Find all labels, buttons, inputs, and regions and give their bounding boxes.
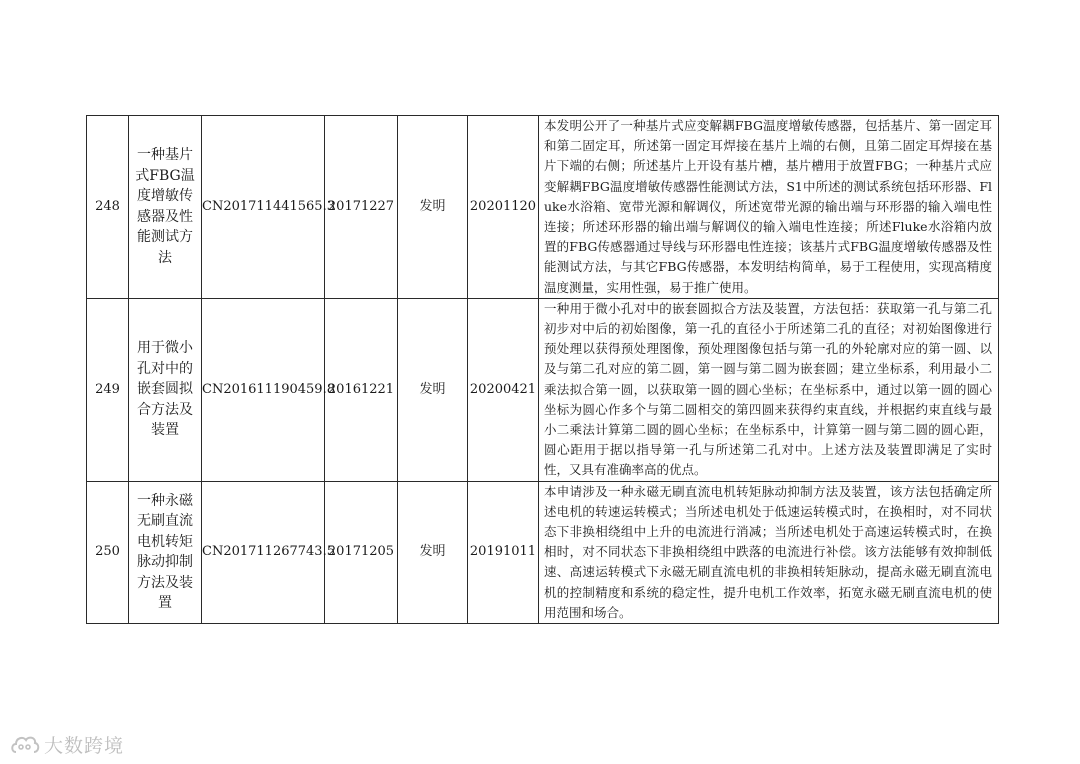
table-row <box>87 116 999 299</box>
application-date: 20171205 <box>325 481 398 623</box>
table-row <box>87 481 999 623</box>
watermark-text: 大数跨境 <box>44 734 125 757</box>
cloud-brand-logo-icon <box>10 732 40 756</box>
patent-table <box>86 115 999 624</box>
grant-date: 20191011 <box>468 481 539 623</box>
patent-abstract: 本发明公开了一种基片式应变解耦FBG温度增敏传感器，包括基片、第一固定耳和第二固定耳，所述第一固定耳焊接在基片上端的右侧，且第二固定耳焊接在基片下端的右侧；所述基片上开设有基片槽，基片槽用于放置FBG；一种基片式应变解耦FBG温度增敏传感器性能测试方法，S1中所述的测试系统包括环形器、Fluke水浴箱、宽带光源和解调仪，所述宽带光源的输出端与环形器的输入端电性连接；所述环形器的输出端与解调仪的输入端电性连接；所述Fluke水浴箱内放置的FBG传感器通过导线与环形器电性连接；该基片式FBG温度增敏传感器及性能测试方法，与其它FBG传感器，本发明结构简单，易于工程使用，实现高精度温度测量，实用性强，易于推广使用。 <box>539 116 999 299</box>
application-date: 20161221 <box>325 298 398 481</box>
application-number: CN201711441565.3 <box>202 116 325 299</box>
application-number: CN201711267743.5 <box>202 481 325 623</box>
patent-abstract: 一种用于微小孔对中的嵌套圆拟合方法及装置，方法包括：获取第一孔与第二孔初步对中后的初始图像，第一孔的直径小于所述第二孔的直径；对初始图像进行预处理以获得预处理图像，预处理图像包括与第一孔的外轮廓对应的第一圆、以及与第二孔对应的第二圆，第一圆与第二圆为嵌套圆；建立坐标系，利用最小二乘法拟合第一圆，以获取第一圆的圆心坐标；在坐标系中，通过以第一圆的圆心坐标为圆心作多个与第二圆相交的第四圆来获得约束直线，并根据约束直线与最小二乘法计算第二圆的圆心坐标；在坐标系中，计算第一圆与第二圆的圆心距，圆心距用于据以指导第一孔与所述第二孔对中。上述方法及装置即满足了实时性，又具有准确率高的优点。 <box>539 298 999 481</box>
patent-title: 一种基片式FBG温度增敏传感器及性能测试方法 <box>129 116 202 299</box>
row-index: 248 <box>87 116 129 299</box>
patent-title: 一种永磁无刷直流电机转矩脉动抑制方法及装置 <box>129 481 202 623</box>
application-date: 20171227 <box>325 116 398 299</box>
table-row <box>87 298 999 481</box>
patent-abstract: 本申请涉及一种永磁无刷直流电机转矩脉动抑制方法及装置，该方法包括确定所述电机的转速运转模式；当所述电机处于低速运转模式时，在换相时，对不同状态下非换相绕组中上升的电流进行消减；当所述电机处于高速运转模式时，在换相时，对不同状态下非换相绕组中跌落的电流进行补偿。该方法能够有效抑制低速、高速运转模式下永磁无刷直流电机的非换相转矩脉动，提高永磁无刷直流电机的控制精度和系统的稳定性，提升电机工作效率，拓宽永磁无刷直流电机的使用范围和场合。 <box>539 481 999 623</box>
watermark <box>10 728 124 760</box>
patent-type: 发明 <box>398 481 468 623</box>
grant-date: 20200421 <box>468 298 539 481</box>
patent-type: 发明 <box>398 116 468 299</box>
application-number: CN201611190459.8 <box>202 298 325 481</box>
grant-date: 20201120 <box>468 116 539 299</box>
patent-type: 发明 <box>398 298 468 481</box>
patent-title: 用于微小孔对中的嵌套圆拟合方法及装置 <box>129 298 202 481</box>
row-index: 249 <box>87 298 129 481</box>
row-index: 250 <box>87 481 129 623</box>
